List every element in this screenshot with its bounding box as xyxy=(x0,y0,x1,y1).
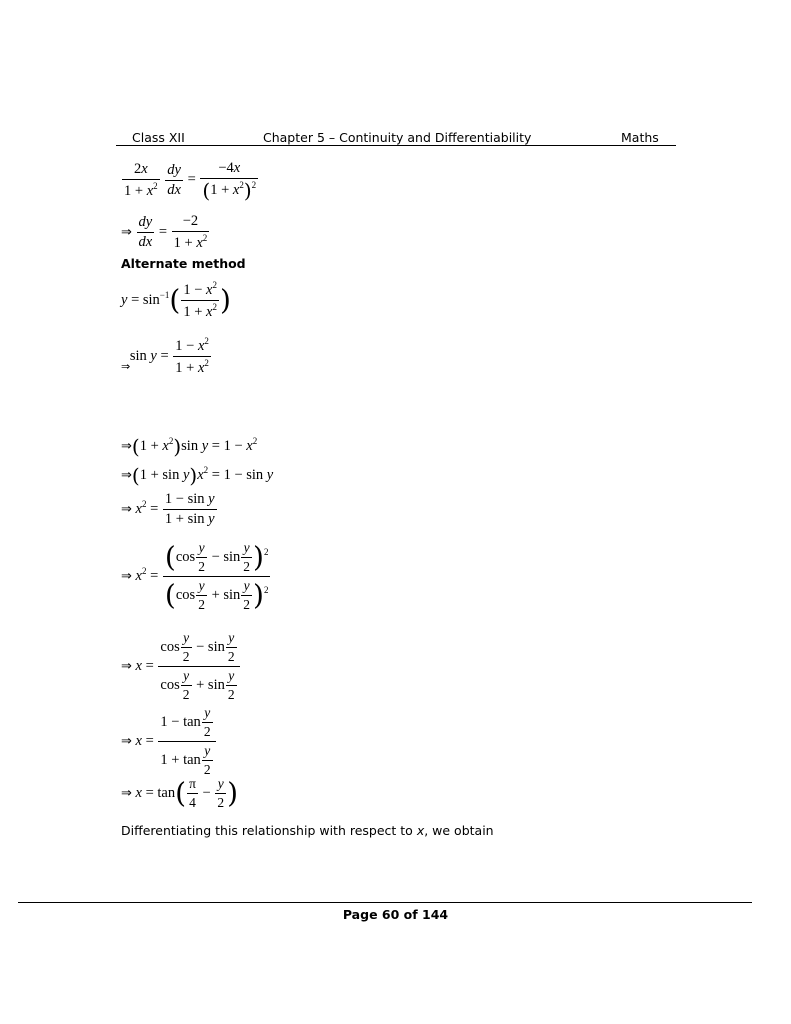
header-subject: Maths xyxy=(621,130,659,145)
page-number: Page 60 of 144 xyxy=(342,907,449,922)
equation-3: $y = \sin^{-1}$( $\frac{1 - x^2}{1 + x^2}$ ) xyxy=(121,280,231,320)
alternate-method-heading: Alternate method xyxy=(121,256,246,271)
header-class: Class XII xyxy=(132,130,185,145)
closing-text-after: , we obtain xyxy=(424,823,494,838)
closing-sentence xyxy=(121,823,494,838)
equation-11: ⇒ x = tan( $\frac{\pi}{4}$ − $\frac{y}{2}$ ) xyxy=(121,776,239,810)
equation-5: ⇒(1 + $x^2)\sin$ $y = 1 - x^2$ xyxy=(121,434,258,459)
footer-rule xyxy=(18,902,752,903)
closing-text-variable: x xyxy=(416,823,425,838)
equation-1: $\frac{2x}{1 + x^2}$ $\frac{dy}{dx}$ = $\frac{-4x}{(1 + x^2)^2}$ xyxy=(124,160,257,203)
equation-8: ⇒ $x^2$ = (cos $\frac{y}{2}$ − sin $\frac{y}{2}$ )$^2$ (cos $\frac{y}{2}$ + sin $\frac{y}{2}$ )$^2$ xyxy=(121,540,269,612)
header-chapter: Chapter 5 – Continuity and Differentiability xyxy=(263,130,532,145)
header-rule xyxy=(116,145,676,146)
equation-9: ⇒ x = cos $\frac{y}{2}$ − sin $\frac{y}{2}$ cos $\frac{y}{2}$ + sin $\frac{y}{2}$ xyxy=(121,630,241,703)
equation-10: ⇒ x = 1 − tan $\frac{y}{2}$ 1 + tan $\frac{y}{2}$ xyxy=(121,705,217,778)
equation-6: ⇒(1 + $\sin y)x^2 = 1 - \sin y$ xyxy=(121,463,274,488)
equation-7: ⇒ $x^2$ = $\frac{\text{1 − sin y}}{\text{1 + sin y}}$ xyxy=(121,491,215,527)
equation-2: ⇒ $\frac{dy}{dx}$ = $\frac{-2}{1 + x^2}$ xyxy=(121,213,208,251)
closing-text-before: Differentiating this relationship with respect to xyxy=(121,823,417,838)
equation-4: $_\Rightarrow$ sin y = $\frac{1 - x^2}{1 + x^2}$ xyxy=(121,336,209,376)
